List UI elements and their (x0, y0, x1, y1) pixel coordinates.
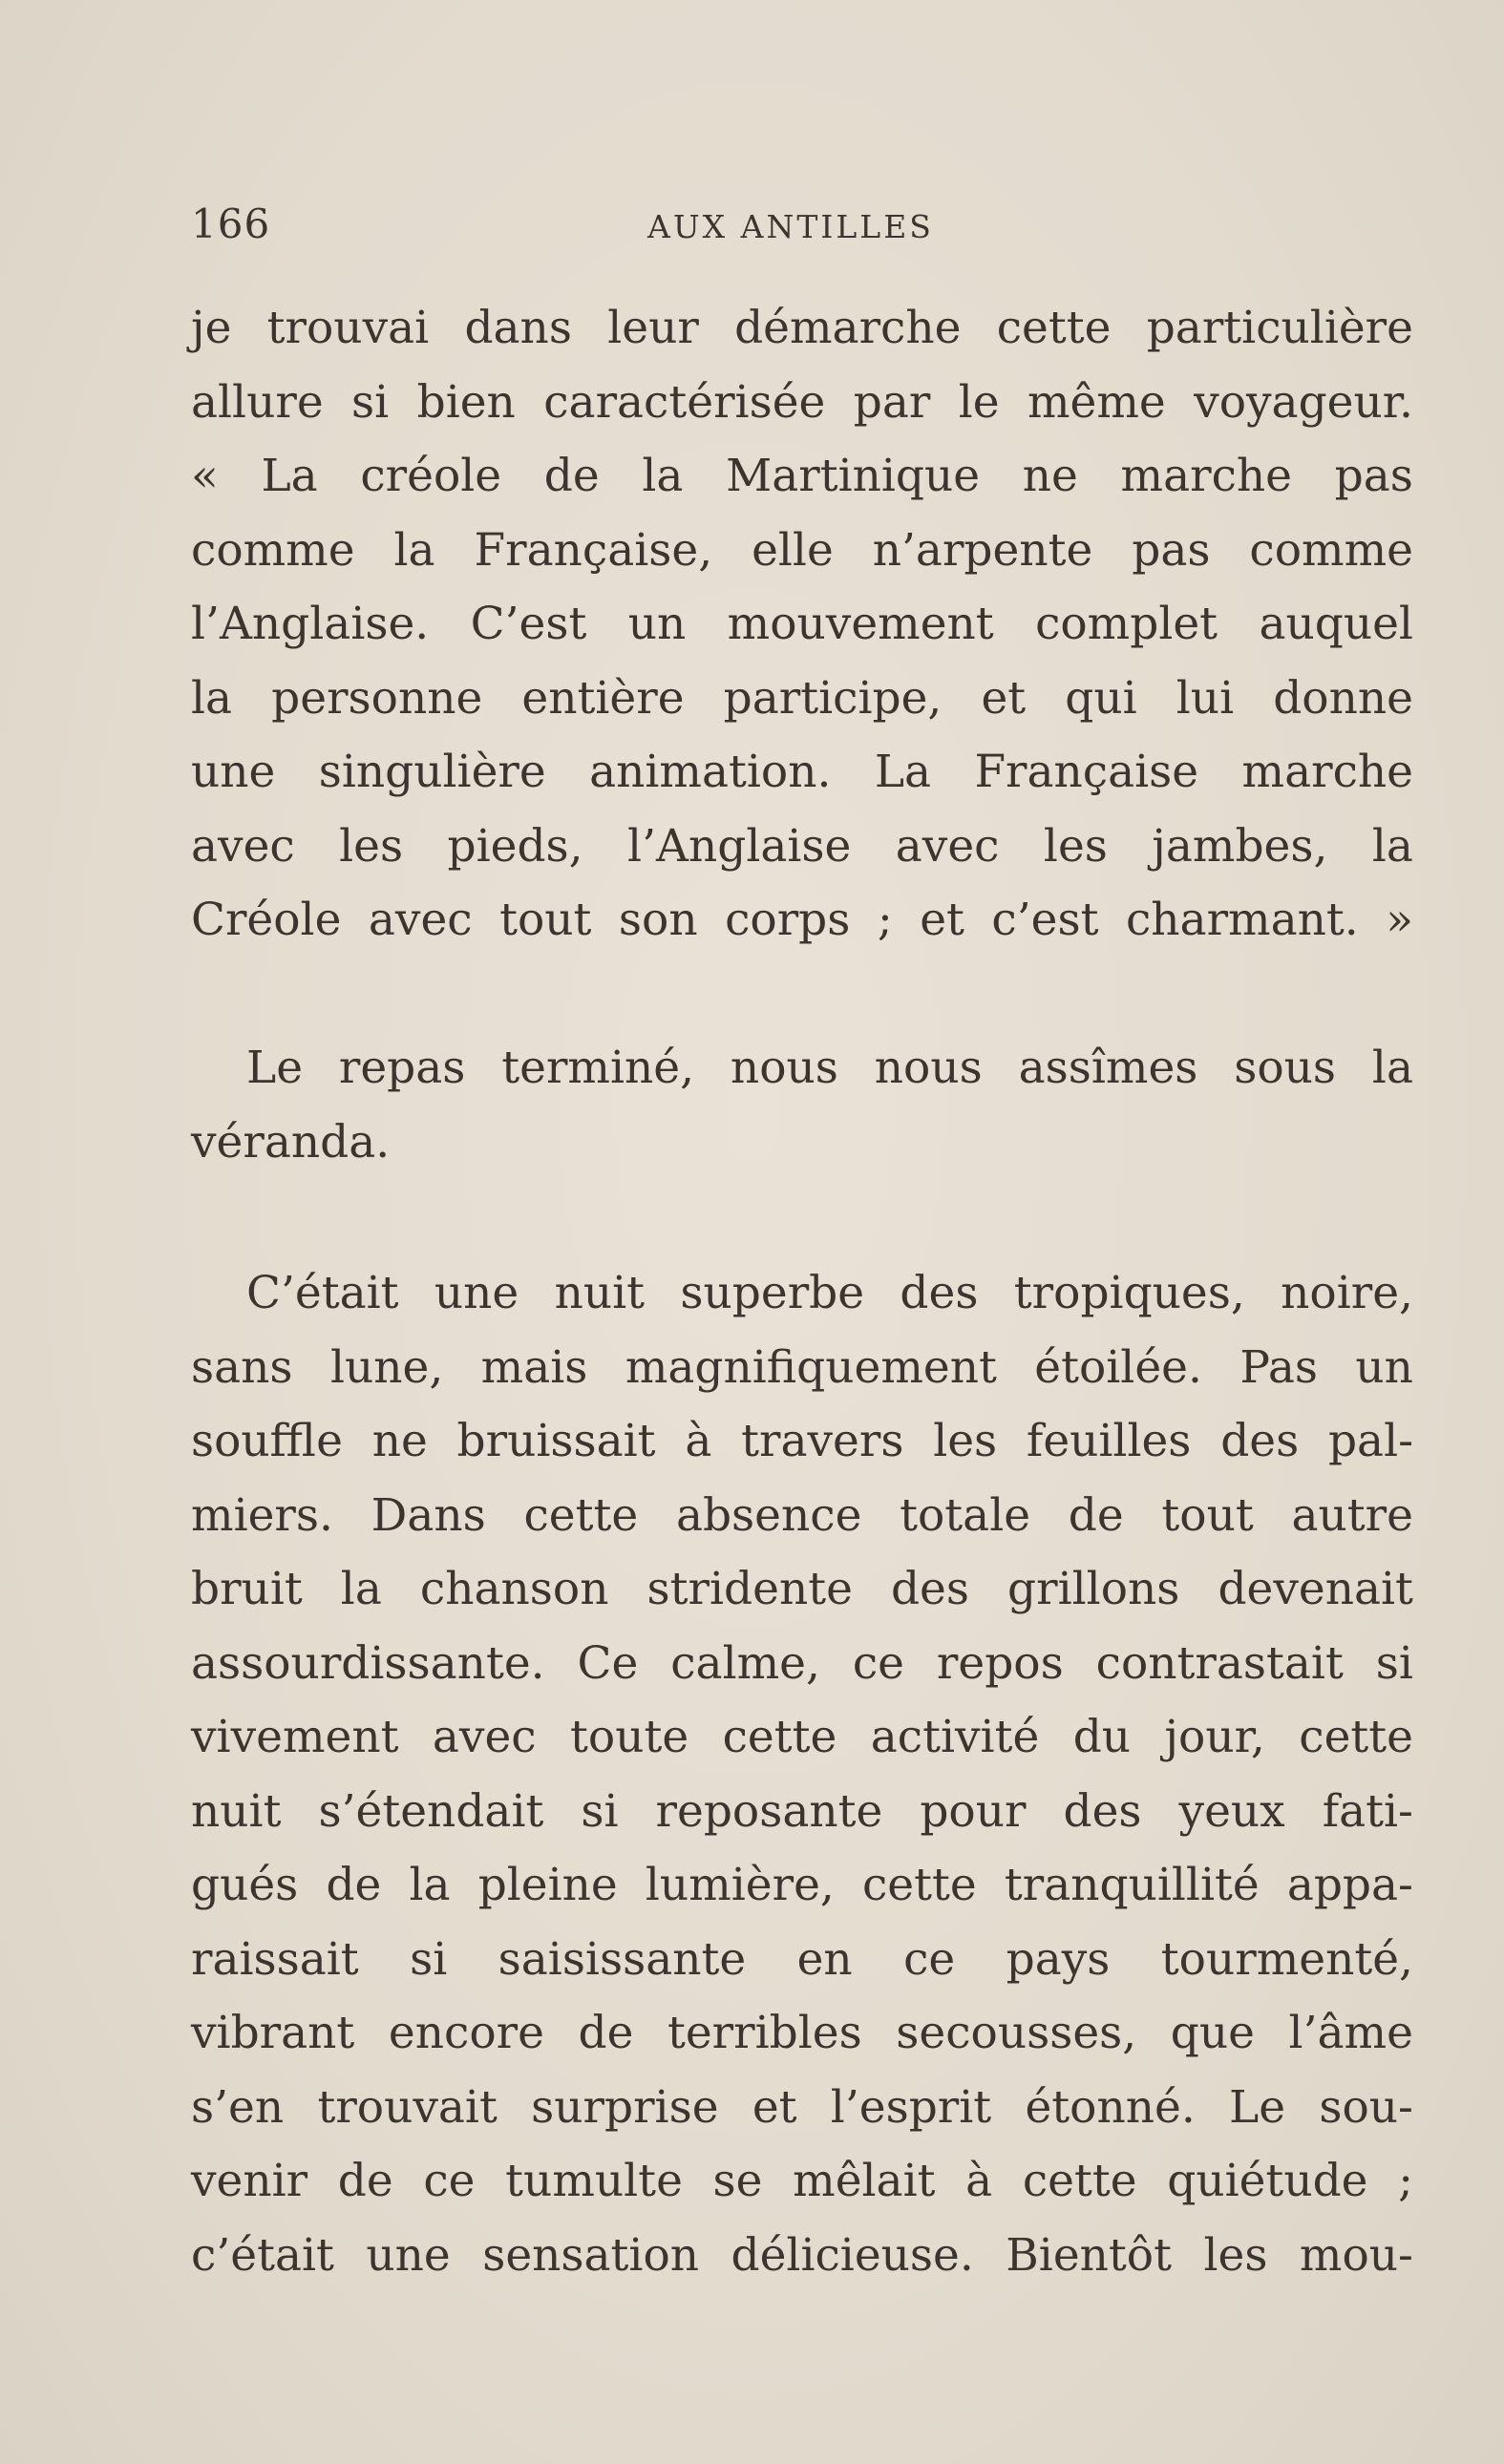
text-line: assourdissante. Ce calme, ce repos contrastait si (191, 1636, 1413, 1690)
text-line: comme la Française, elle n’arpente pas comme (191, 523, 1413, 577)
text-line: Le repas terminé, nous nous assîmes sous la (246, 1042, 1413, 1094)
text-line: c’était une sensation délicieuse. Bientôt les mou- (191, 2228, 1413, 2282)
text-line: vibrant encore de terribles secousses, que l’âme (191, 2007, 1413, 2059)
text-line: une singulière animation. La Française marche (191, 746, 1413, 798)
text-line: C’était une nuit superbe des tropiques, noire, (246, 1267, 1413, 1319)
text-line: « La créole de la Martinique ne marche pas (191, 450, 1413, 502)
text-line: je trouvai dans leur démarche cette particulière (191, 302, 1413, 354)
text-line: bruit la chanson stridente des grillons devenait (191, 1563, 1413, 1615)
paragraph-1 (191, 291, 1413, 958)
text-line: la personne entière participe, et qui lui donne (191, 671, 1413, 725)
paragraph-2 (191, 1031, 1413, 1179)
text-line: allure si bien caractérisée par le même voyageur. (191, 375, 1413, 429)
text-line: gués de la pleine lumière, cette tranquillité appa- (191, 1859, 1413, 1911)
text-line: vivement avec toute cette activité du jour, cette (191, 1711, 1413, 1763)
text-line: l’Anglaise. C’est un mouvement complet auquel (191, 598, 1413, 650)
page-number: 166 (191, 200, 271, 247)
page-header (191, 200, 1413, 258)
text-line: avec les pieds, l’Anglaise avec les jambes, la (191, 819, 1413, 873)
text-line: raissait si saisissante en ce pays tourmenté, (191, 1932, 1413, 1986)
paragraph-3 (191, 1256, 1413, 2292)
text-line: véranda. (191, 1115, 391, 1169)
text-line: miers. Dans cette absence totale de tout autre (191, 1488, 1413, 1542)
running-title: AUX ANTILLES (647, 208, 934, 245)
text-line: souffle ne bruissait à travers les feuilles des pal- (191, 1415, 1413, 1467)
text-line: venir de ce tumulte se mêlait à cette quiétude ; (191, 2155, 1413, 2207)
text-line: s’en trouvait surprise et l’esprit étonné. Le sou- (191, 2080, 1413, 2134)
text-line: sans lune, mais magnifiquement étoilée. Pas un (191, 1340, 1413, 1394)
text-line: nuit s’étendait si reposante pour des yeux fati- (191, 1784, 1413, 1838)
text-line: Créole avec tout son corps ; et c’est charmant. » (191, 894, 1413, 946)
